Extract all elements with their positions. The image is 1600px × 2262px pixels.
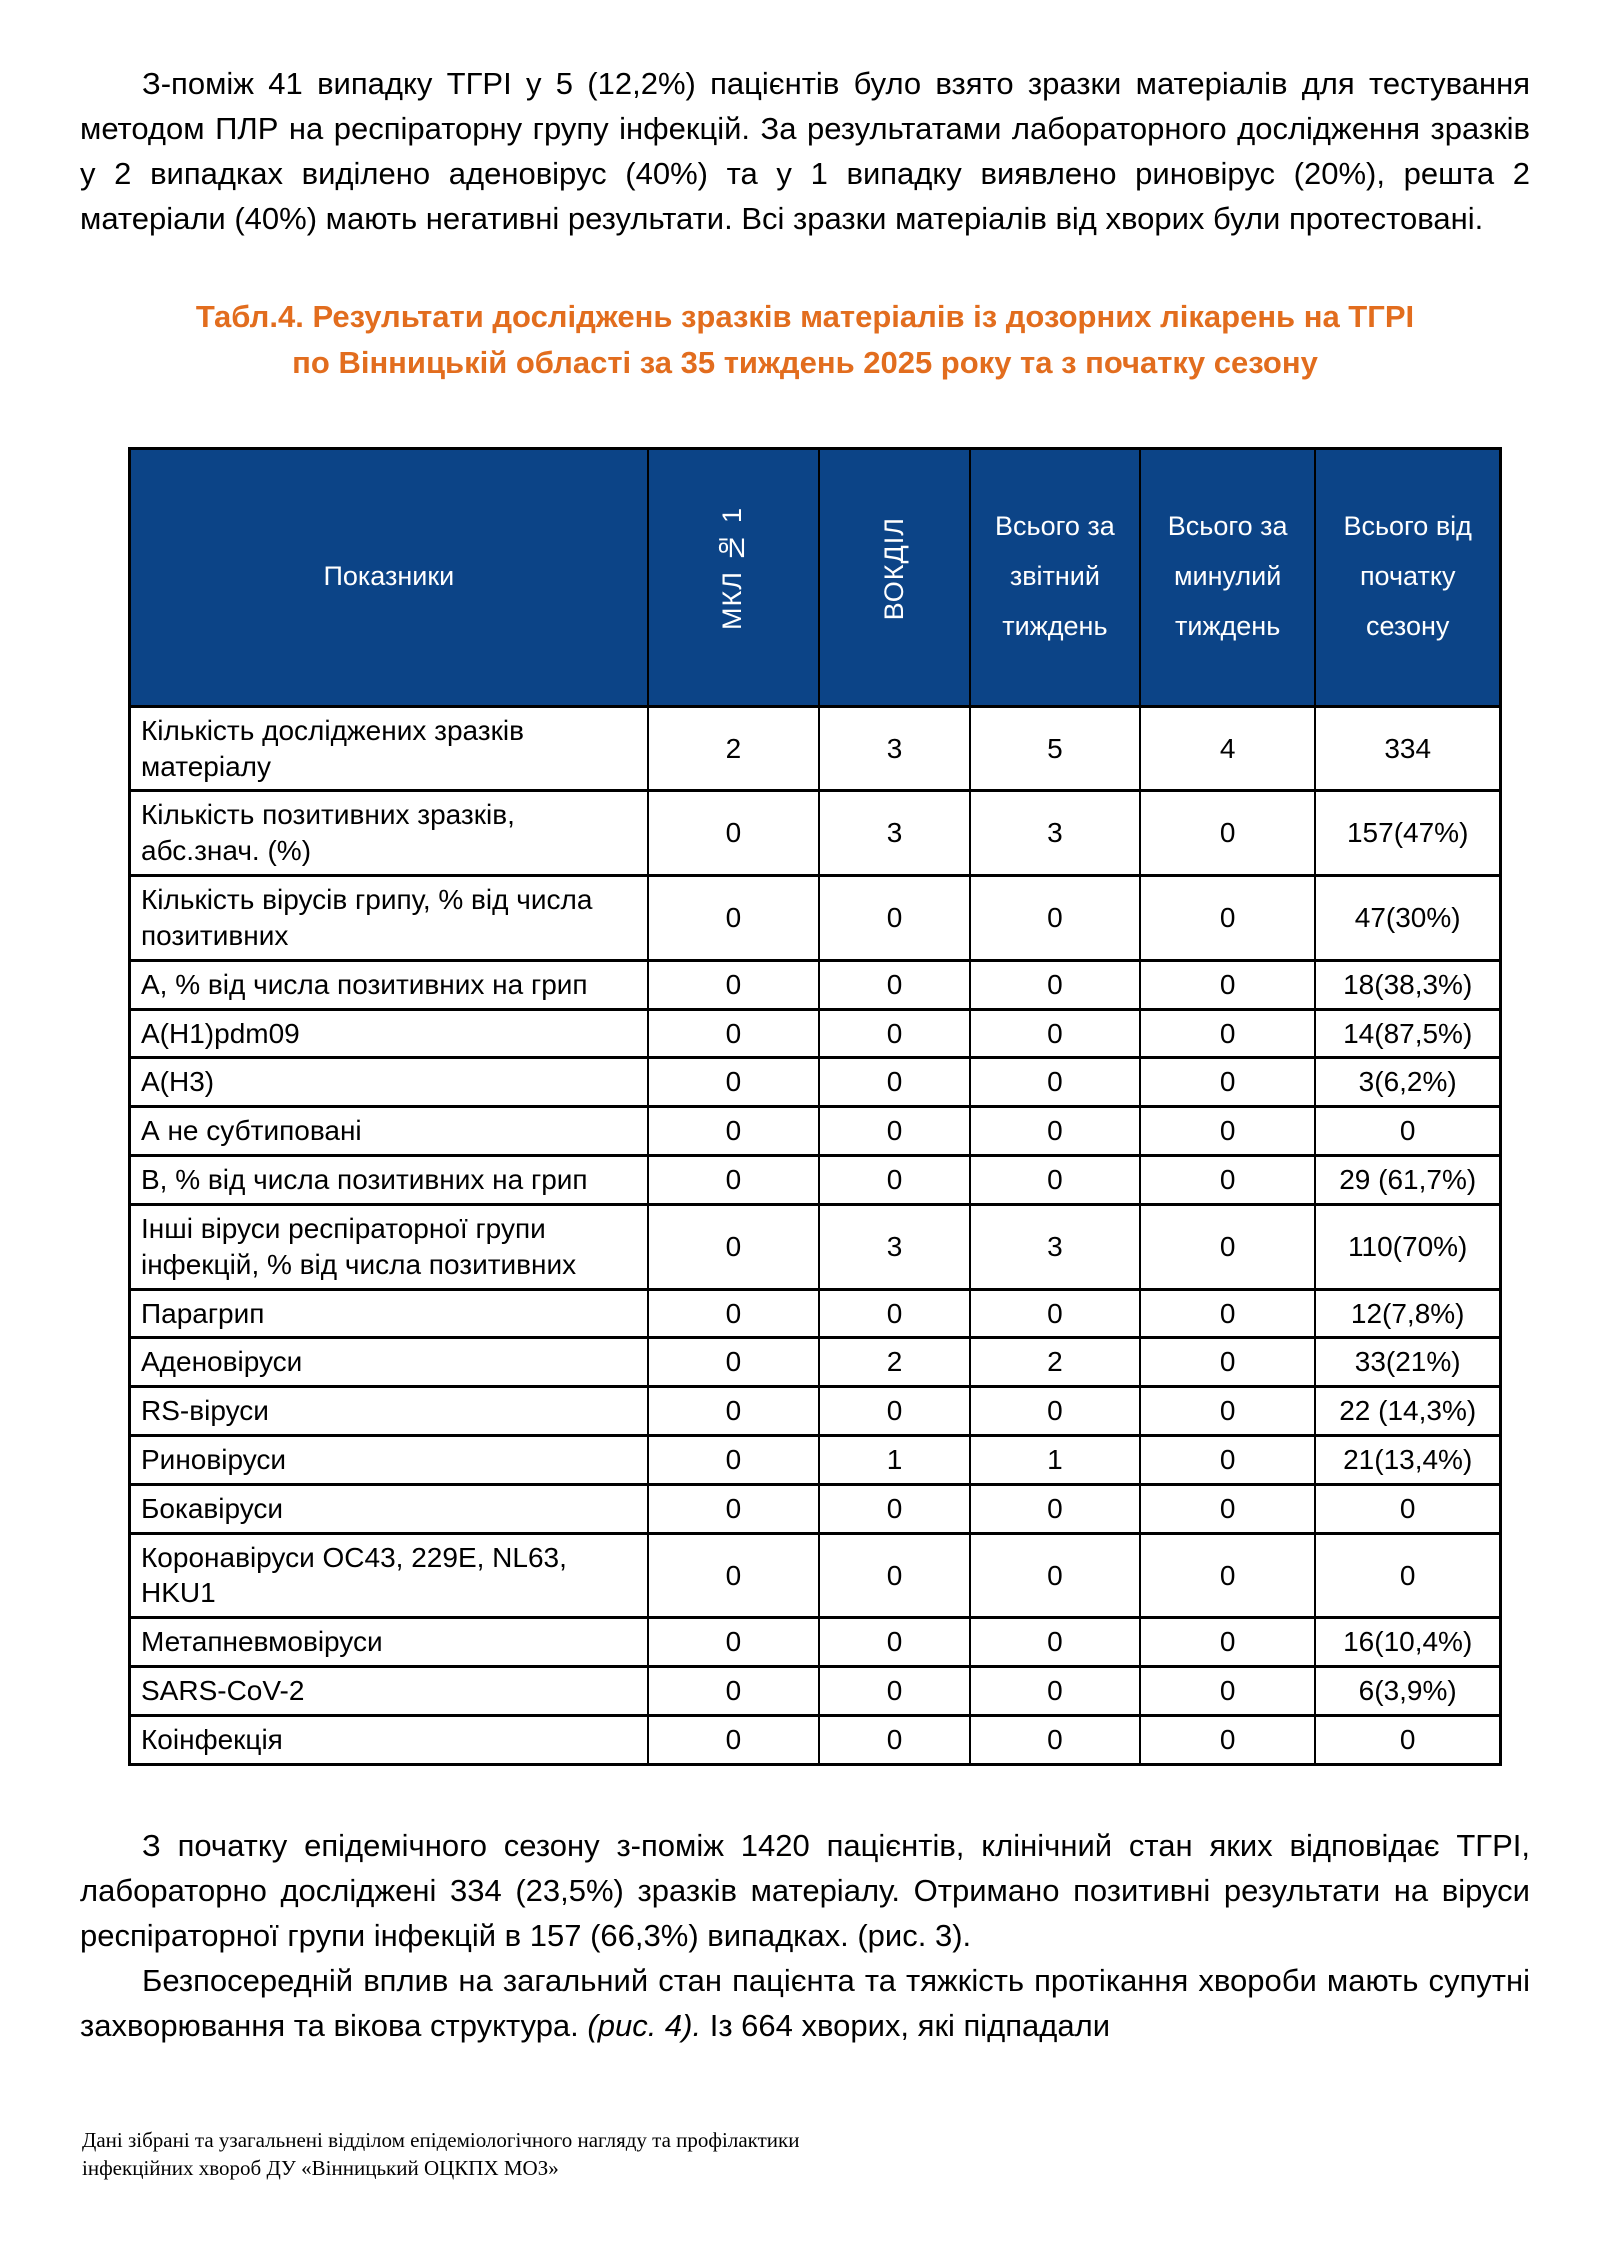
row-label: RS-віруси (130, 1387, 648, 1436)
table-row (130, 1009, 1501, 1058)
figure-4-reference: (рис. 4). (587, 2007, 702, 2043)
cell-value: 0 (648, 1618, 819, 1667)
cell-value: 0 (970, 1009, 1140, 1058)
row-label: Кількість досліджених зразків матеріалу (130, 706, 648, 791)
table-caption-line-1: Табл.4. Результати досліджень зразків матеріалів із дозорних лікарень на ТГРІ (195, 298, 1415, 334)
row-label: Риновіруси (130, 1436, 648, 1485)
cell-value: 3(6,2%) (1315, 1058, 1500, 1107)
cell-value: 0 (1140, 1533, 1315, 1618)
results-table-wrapper (128, 447, 1530, 1766)
cell-value: 0 (819, 1618, 970, 1667)
cell-value: 0 (819, 1667, 970, 1716)
cell-value: 12(7,8%) (1315, 1289, 1500, 1338)
cell-value: 0 (1315, 1107, 1500, 1156)
cell-value: 0 (648, 1107, 819, 1156)
cell-value: 3 (819, 1204, 970, 1289)
cell-value: 4 (1140, 706, 1315, 791)
table-row (130, 706, 1501, 791)
cell-value: 0 (819, 876, 970, 961)
column-header-indicators: Показники (130, 448, 648, 706)
table-row (130, 1338, 1501, 1387)
cell-value: 0 (970, 1289, 1140, 1338)
cell-value: 0 (819, 1715, 970, 1764)
cell-value: 0 (648, 1667, 819, 1716)
cell-value: 0 (970, 1618, 1140, 1667)
cell-value: 0 (970, 1667, 1140, 1716)
cell-value: 0 (1140, 1156, 1315, 1205)
table-row (130, 1387, 1501, 1436)
column-header-previous-week-total: Всього за минулий тиждень (1140, 448, 1315, 706)
cell-value: 0 (1140, 1009, 1315, 1058)
cell-value: 3 (819, 706, 970, 791)
table-row (130, 1533, 1501, 1618)
cell-value: 18(38,3%) (1315, 960, 1500, 1009)
cell-value: 0 (970, 960, 1140, 1009)
table-row (130, 1156, 1501, 1205)
cell-value: 0 (1140, 1484, 1315, 1533)
intro-paragraph: З-поміж 41 випадку ТГРІ у 5 (12,2%) пацієнтів було взято зразки матеріалів для тестування методом ПЛР на респіраторну групу інфекцій. За результатами лабораторного дослідження зразків у 2 випадках виділено аденовірус (40%) та у 1 випадку виявлено риновірус (20%), решта 2 матеріали (40%) мають негативні результати. Всі зразки матеріалів від хворих були протестовані. (80, 66, 1530, 236)
cell-value: 0 (648, 1387, 819, 1436)
cell-value: 0 (1140, 1204, 1315, 1289)
impact-paragraph-part-2: Із 664 хворих, які підпадали (701, 2007, 1111, 2043)
season-summary-paragraph: З початку епідемічного сезону з-поміж 1420 пацієнтів, клінічний стан яких відповідає ТГРІ, лабораторно досліджені 334 (23,5%) зразків матеріалу. Отримано позитивні результати на віруси респіраторної групи інфекцій в 157 (66,3%) випадках. (рис. 3). (80, 1827, 1530, 1953)
cell-value: 0 (1140, 960, 1315, 1009)
cell-value: 110(70%) (1315, 1204, 1500, 1289)
cell-value: 2 (970, 1338, 1140, 1387)
cell-value: 0 (1140, 1387, 1315, 1436)
cell-value: 0 (970, 1484, 1140, 1533)
cell-value: 0 (1140, 1338, 1315, 1387)
cell-value: 16(10,4%) (1315, 1618, 1500, 1667)
row-label: Коронавіруси OC43, 229E, NL63, HKU1 (130, 1533, 648, 1618)
cell-value: 0 (1140, 1667, 1315, 1716)
results-table (128, 447, 1502, 1766)
table-row (130, 1667, 1501, 1716)
cell-value: 334 (1315, 706, 1500, 791)
cell-value: 0 (648, 1156, 819, 1205)
cell-value: 0 (648, 1009, 819, 1058)
cell-value: 0 (819, 1387, 970, 1436)
cell-value: 0 (648, 1058, 819, 1107)
column-header-season-total: Всього від початку сезону (1315, 448, 1500, 706)
impact-paragraph-part-1: Безпосередній вплив на загальний стан пацієнта та тяжкість протікання хвороби мають супутні захворювання та вікова структура. (80, 1962, 1530, 2043)
table-row (130, 791, 1501, 876)
row-label: А, % від числа позитивних на грип (130, 960, 648, 1009)
column-header-mkl-1-label: МКЛ № 1 (717, 507, 748, 631)
table-row (130, 1204, 1501, 1289)
cell-value: 29 (61,7%) (1315, 1156, 1500, 1205)
cell-value: 0 (648, 1289, 819, 1338)
cell-value: 0 (648, 1533, 819, 1618)
column-header-vokdil-label: ВОКДІЛ (878, 517, 909, 621)
cell-value: 0 (970, 876, 1140, 961)
table-row (130, 960, 1501, 1009)
cell-value: 0 (1140, 876, 1315, 961)
column-header-report-week-total: Всього за звітний тиждень (970, 448, 1140, 706)
cell-value: 0 (970, 1058, 1140, 1107)
row-label: Інші віруси респіраторної групи інфекцій, % від числа позитивних (130, 1204, 648, 1289)
cell-value: 0 (648, 960, 819, 1009)
cell-value: 0 (648, 876, 819, 961)
cell-value: 0 (970, 1533, 1140, 1618)
cell-value: 0 (1140, 1715, 1315, 1764)
row-label: Парагрип (130, 1289, 648, 1338)
cell-value: 0 (819, 1289, 970, 1338)
cell-value: 0 (1140, 1058, 1315, 1107)
cell-value: 6(3,9%) (1315, 1667, 1500, 1716)
impact-paragraph (80, 1959, 1530, 2049)
cell-value: 0 (970, 1387, 1140, 1436)
cell-value: 0 (1140, 1618, 1315, 1667)
cell-value: 47(30%) (1315, 876, 1500, 961)
cell-value: 33(21%) (1315, 1338, 1500, 1387)
cell-value: 0 (1140, 1436, 1315, 1485)
column-header-vokdil (819, 448, 970, 706)
cell-value: 1 (819, 1436, 970, 1485)
cell-value: 5 (970, 706, 1140, 791)
cell-value: 3 (970, 791, 1140, 876)
cell-value: 0 (819, 1484, 970, 1533)
header-row (130, 448, 1501, 706)
cell-value: 0 (1140, 1289, 1315, 1338)
row-label: A(H3) (130, 1058, 648, 1107)
cell-value: 0 (819, 1009, 970, 1058)
table-row (130, 876, 1501, 961)
cell-value: 0 (648, 1484, 819, 1533)
cell-value: 0 (1140, 1107, 1315, 1156)
cell-value: 0 (1315, 1715, 1500, 1764)
table-row (130, 1484, 1501, 1533)
row-label: В, % від числа позитивних на грип (130, 1156, 648, 1205)
cell-value: 21(13,4%) (1315, 1436, 1500, 1485)
row-label: SARS-CoV-2 (130, 1667, 648, 1716)
row-label: A(H1)pdm09 (130, 1009, 648, 1058)
cell-value: 2 (819, 1338, 970, 1387)
table-row (130, 1715, 1501, 1764)
table-row (130, 1289, 1501, 1338)
cell-value: 0 (1315, 1533, 1500, 1618)
cell-value: 0 (970, 1107, 1140, 1156)
row-label: Бокавіруси (130, 1484, 648, 1533)
cell-value: 157(47%) (1315, 791, 1500, 876)
table-row (130, 1618, 1501, 1667)
cell-value: 14(87,5%) (1315, 1009, 1500, 1058)
cell-value: 0 (819, 960, 970, 1009)
row-label: А не субтиповані (130, 1107, 648, 1156)
cell-value: 0 (648, 1338, 819, 1387)
cell-value: 0 (819, 1058, 970, 1107)
row-label: Коінфекція (130, 1715, 648, 1764)
row-label: Кількість вірусів грипу, % від числа позитивних (130, 876, 648, 961)
cell-value: 0 (970, 1715, 1140, 1764)
footer-note: Дані зібрані та узагальнені відділом епідеміологічного нагляду та профілактики інфекційних хвороб ДУ «Вінницький ОЦКПХ МОЗ» (82, 2128, 800, 2181)
cell-value: 0 (648, 1204, 819, 1289)
cell-value: 0 (648, 1436, 819, 1485)
cell-value: 0 (819, 1533, 970, 1618)
cell-value: 3 (819, 791, 970, 876)
cell-value: 0 (1315, 1484, 1500, 1533)
row-label: Метапневмовіруси (130, 1618, 648, 1667)
table-row (130, 1107, 1501, 1156)
row-label: Аденовіруси (130, 1338, 648, 1387)
cell-value: 0 (970, 1156, 1140, 1205)
cell-value: 1 (970, 1436, 1140, 1485)
cell-value: 22 (14,3%) (1315, 1387, 1500, 1436)
table-caption-line-2: по Вінницькій області за 35 тиждень 2025 року та з початку сезону (292, 345, 1318, 381)
cell-value: 0 (648, 1715, 819, 1764)
cell-value: 0 (1140, 791, 1315, 876)
table-row (130, 1058, 1501, 1107)
cell-value: 0 (648, 791, 819, 876)
table-row (130, 1436, 1501, 1485)
column-header-mkl-1 (648, 448, 819, 706)
table-caption (80, 294, 1530, 387)
cell-value: 0 (819, 1156, 970, 1205)
cell-value: 3 (970, 1204, 1140, 1289)
cell-value: 0 (819, 1107, 970, 1156)
cell-value: 2 (648, 706, 819, 791)
row-label: Кількість позитивних зразків, абс.знач. (%) (130, 791, 648, 876)
